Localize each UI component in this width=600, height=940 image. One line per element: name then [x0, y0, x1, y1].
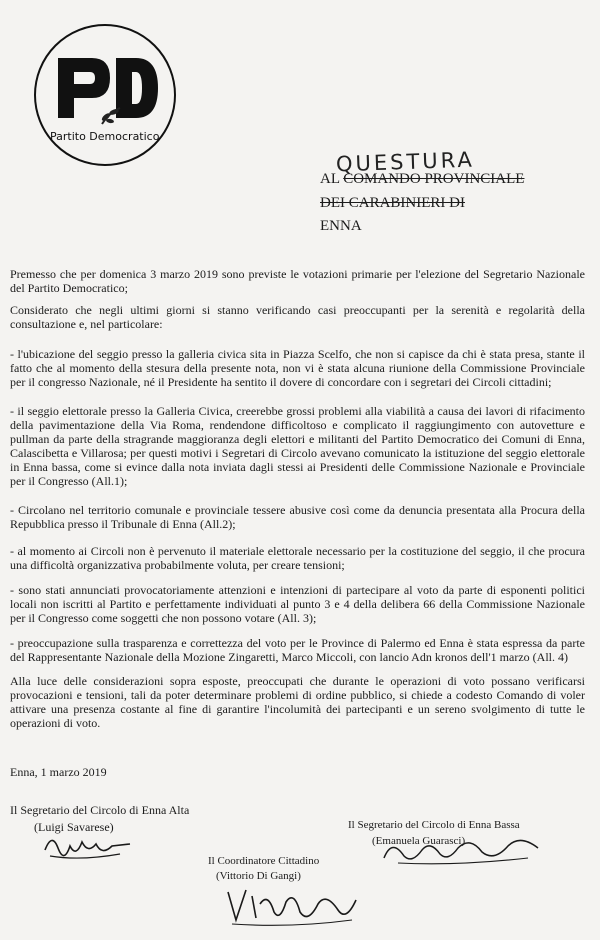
paragraph-request: Alla luce delle considerazioni sopra esposte, preoccupati che durante le operazioni di voto possano verificarsi provocazioni e tensioni, tali da poter determinare problemi di ordine pubblico, si chiede a codesto Comando di voler attivare una presenza costante al fine di garantire l'incolumità dei partecipanti e un sereno svolgimento di tutte le operazioni di voto.: [10, 674, 585, 730]
paragraph-transparency: - preoccupazione sulla trasparenza e correttezza del voto per le Province di Palermo ed Enna è stata espressa da parte del Rappresentante Nazionale della Mozione Zingaretti, Marco Miccoli, con lancio Adn kronos dell'1 marzo (All. 4): [10, 636, 585, 664]
paragraph-polling-location: - l'ubicazione del seggio presso la galleria civica sita in Piazza Scelfo, che non si capisce da chi è stata presa, stante il fatto che al momento della stesura della presente nota, non vi è stata alcuna riunione della Commissione Provinciale per il congresso Nazionale, né il Presidente ha sentito il dovere di concordare con i segretari dei Circoli cittadini;: [10, 347, 585, 389]
signatory-right-title: Il Segretario del Circolo di Enna Bassa: [348, 819, 520, 831]
recipient-line-3: ENNA: [320, 218, 362, 234]
paragraph-materials: - al momento ai Circoli non è pervenuto il materiale elettorale necessario per la costituzione del seggio, il che procura una difficoltà organizzativa probabilmente voluta, per creare tensioni;: [10, 544, 585, 572]
signature-di-gangi: [222, 882, 362, 928]
paragraph-membership-cards: - Circolano nel territorio comunale e provinciale tessere abusive così come da denuncia presentata alla Procura della Repubblica presso il Tribunale di Enna (All.2);: [10, 503, 585, 531]
paragraph-premise: Premesso che per domenica 3 marzo 2019 sono previste le votazioni primarie per l'elezione del Segretario Nazionale del Partito Democratico;: [10, 267, 585, 295]
recipient-line-2: DEI CARABINIERI DI: [320, 195, 465, 211]
signature-savarese: [40, 828, 140, 864]
signatory-center-title: Il Coordinatore Cittadino: [208, 855, 320, 867]
letter-date: Enna, 1 marzo 2019: [10, 765, 107, 779]
paragraph-considered: Considerato che negli ultimi giorni si stanno verificando casi preoccupanti per la serenità e regolarità della consultazione e, nel particolare:: [10, 303, 585, 331]
signatory-left-title: Il Segretario del Circolo di Enna Alta: [10, 803, 190, 817]
pd-logo: [30, 20, 180, 170]
paragraph-provocations: - sono stati annunciati provocatoriamente attenzioni e intenzioni di partecipare al voto da parte di esponenti politici locali non iscritti al Partito e perfettamente individuati al punto 3 e 4 della delibera 66 della Commissione Nazionale per il Congresso come soggetti che non possono votare (All. 3);: [10, 583, 585, 625]
paragraph-traffic: - il seggio elettorale presso la Galleria Civica, creerebbe grossi problemi alla viabilità a causa dei lavori di rifacimento della pavimentazione della Via Roma, rendendone difficoltoso e complicato il raggiungimento con autovetture e pullman da parte della stragrande maggioranza degli elettori e militanti del Partito Democratico dei Comuni di Enna, Calascibetta e Villarosa; per questi motivi i Segretari di Circolo avevano comunicato la istituzione del seggio elettorale in Enna bassa, come si evince dalla nota inviata dagli stessi ai Presidenti delle Commissione Nazionale e Provinciale per il Congresso (All.1);: [10, 404, 585, 488]
signatory-center-name: (Vittorio Di Gangi): [216, 870, 301, 882]
signature-guarasci: [378, 828, 548, 868]
recipient-line-1: AL COMANDO PROVINCIALE: [320, 171, 525, 187]
handwritten-note: QUESTURA: [335, 147, 476, 177]
signatory-left-name: (Luigi Savarese): [34, 820, 114, 834]
signatory-right-name: (Emanuela Guarasci): [372, 835, 466, 847]
svg-text:Partito Democratico: Partito Democratico: [50, 130, 160, 143]
